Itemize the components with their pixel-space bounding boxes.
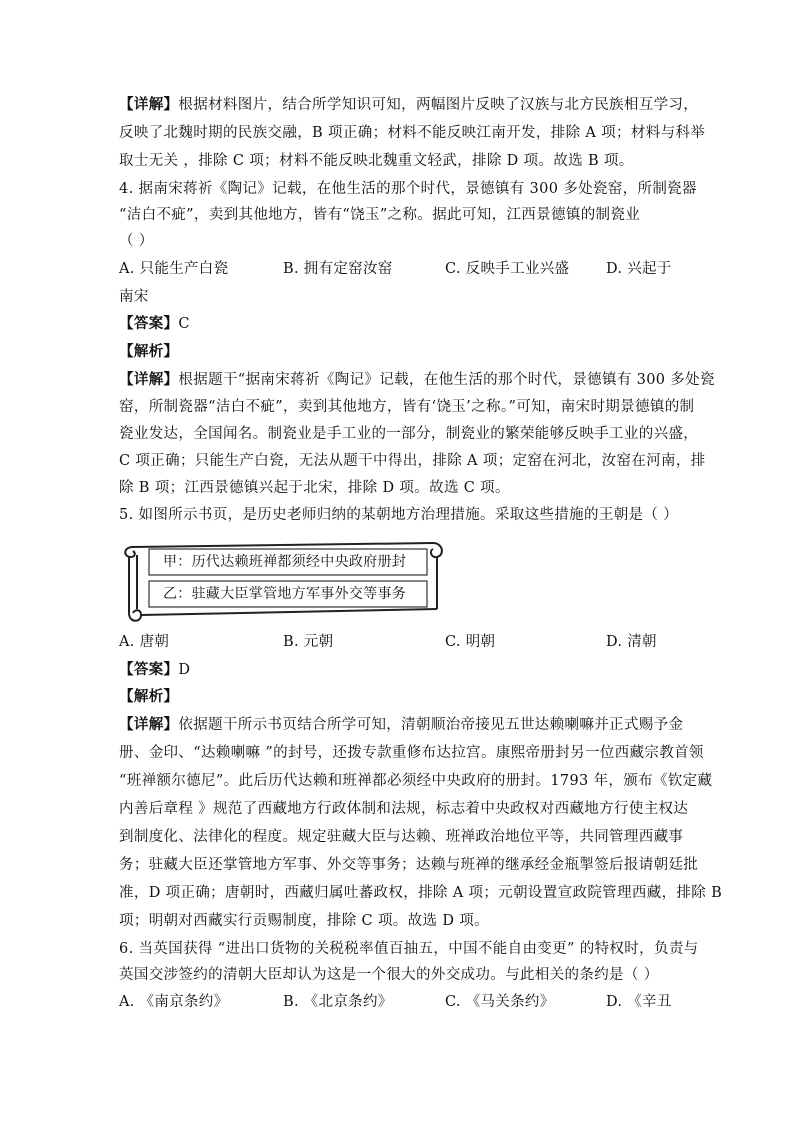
scroll-frame-icon [121, 535, 447, 625]
scroll-line-yi: 乙：驻藏大臣掌管地方军事外交等事务 [163, 586, 407, 602]
q6-option-d: D. 《辛丑 [606, 994, 672, 1010]
detail-tag: 【详解】 [119, 372, 179, 388]
q4-detail-line: C 项正确；只能生产白瓷，无法从题干中得出，排除 A 项；定窑在河北，汝窑在河南，排 [119, 453, 706, 469]
q4-detail-line: 瓷业发达，全国闻名。制瓷业是手工业的一部分，制瓷业的繁荣能够反映手工业的兴盛， [119, 426, 699, 442]
q4-stem-line: 4. 据南宋蒋祈《陶记》记载，在他生活的那个时代，景德镇有 300 多处瓷窑，所制瓷器 [119, 181, 697, 197]
detail-tag: 【详解】 [119, 717, 179, 733]
q3-detail-line: 反映了北魏时期的民族交融，B 项正确；材料不能反映江南开发，排除 A 项；材料与科举 [119, 125, 706, 141]
q6-option-a: A. 《南京条约》 [119, 994, 229, 1010]
q5-detail-line: 【详解】依据题干所示书页结合所学可知，清朝顺治帝接见五世达赖喇嘛并正式赐予金 [119, 717, 684, 733]
q5-option-d: D. 清朝 [606, 634, 657, 650]
q4-answer: 【答案】C [119, 316, 190, 332]
scroll-book-page [121, 535, 447, 625]
q5-option-a: A. 唐朝 [119, 634, 170, 650]
q4-option-a: A. 只能生产白瓷 [119, 261, 229, 277]
q4-option-b: B. 拥有定窑汝窑 [283, 261, 393, 277]
q5-detail-line: “班禅额尔德尼”。此后历代达赖和班禅都必须经中央政府的册封。1793 年，颁布《钦定藏 [119, 773, 713, 789]
q5-detail-line: 准，D 项正确；唐朝时，西藏归属吐蕃政权，排除 A 项；元朝设置宣政院管理西藏，排除 B [119, 885, 723, 901]
q4-detail-line: 除 B 项；江西景德镇兴起于北宋，排除 D 项。故选 C 项。 [119, 480, 510, 496]
q5-detail-line: 务；驻藏大臣还掌管地方军事、外交等事务；达赖与班禅的继承经金瓶掣签后报请朝廷批 [119, 857, 699, 873]
q5-detail-line: 内善后章程 》规范了西藏地方行政体制和法规，标志着中央政权对西藏地方行使主权达 [119, 801, 689, 817]
q6-option-b: B. 《北京条约》 [283, 994, 393, 1010]
q5-stem: 5. 如图所示书页，是历史老师归纳的某朝地方治理措施。采取这些措施的王朝是（ ） [119, 507, 679, 523]
q5-detail-line: 册、金印、“达赖喇嘛 ”的封号，还拨专款重修布达拉宫。康熙帝册封另一位西藏宗教首领 [119, 745, 704, 761]
q4-option-d: D. 兴起于 [606, 261, 672, 277]
q3-detail-line: 【详解】根据材料图片，结合所学知识可知，两幅图片反映了汉族与北方民族相互学习， [119, 97, 699, 113]
q6-stem-line: 英国交涉签约的清朝大臣却认为这是一个很大的外交成功。与此相关的条约是（ ） [119, 967, 659, 983]
q4-option-c: C. 反映手工业兴盛 [445, 261, 570, 277]
q4-stem-line: “洁白不疵”，卖到其他地方，皆有“饶玉”之称。据此可知，江西景德镇的制瓷业 [119, 207, 641, 223]
q5-detail-line: 项；明朝对西藏实行贡赐制度，排除 C 项。故选 D 项。 [119, 913, 489, 929]
q5-option-b: B. 元朝 [283, 634, 334, 650]
q5-option-c: C. 明朝 [445, 634, 496, 650]
q5-detail-line: 到制度化、法律化的程度。规定驻藏大臣与达赖、班禅政治地位平等，共同管理西藏事 [119, 829, 684, 845]
q5-analysis-tag: 【解析】 [119, 689, 179, 705]
q5-answer: 【答案】D [119, 662, 191, 678]
q3-detail-line: 取士无关 ，排除 C 项；材料不能反映北魏重文轻武，排除 D 项。故选 B 项。 [119, 153, 634, 169]
q4-detail-line: 窑，所制瓷器“洁白不疵”，卖到其他地方，皆有‘饶玉’之称。”可知，南宋时期景德镇的制 [119, 399, 695, 415]
q4-stem-line: （ ） [119, 233, 154, 249]
q4-detail-line: 【详解】根据题干“据南宋蒋祈《陶记》记载，在他生活的那个时代，景德镇有 300 多处瓷 [119, 372, 715, 388]
scroll-line-jia: 甲：历代达赖班禅都须经中央政府册封 [163, 554, 407, 570]
q4-analysis-tag: 【解析】 [119, 344, 179, 360]
answer-tag: 【答案】 [119, 662, 179, 678]
q6-stem-line: 6. 当英国获得 “进出口货物的关税税率值百抽五，中国不能自由变更” 的特权时，负责与 [119, 941, 699, 957]
q6-option-c: C. 《马关条约》 [445, 994, 555, 1010]
detail-tag: 【详解】 [119, 97, 179, 113]
q4-option-d-wrap: 南宋 [119, 289, 149, 305]
answer-tag: 【答案】 [119, 316, 179, 332]
